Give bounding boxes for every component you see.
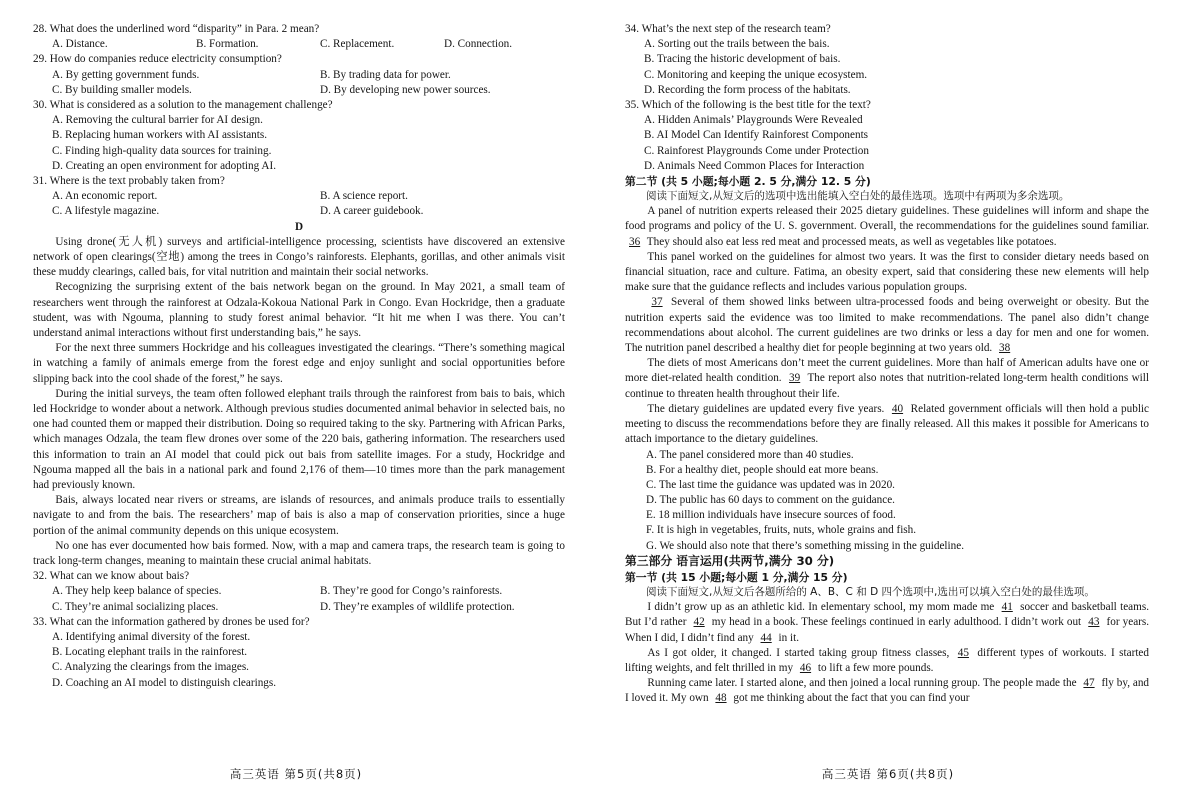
option-d: D. Connection.: [444, 38, 513, 51]
option-c: C. Replacement.: [320, 38, 395, 51]
passage-text: to lift a few more pounds.: [817, 662, 934, 674]
question-stem: 29. How do companies reduce electricity consumption?: [33, 53, 282, 66]
option-c: C. Rainforest Playgrounds Come under Protection: [644, 144, 869, 157]
passage-paragraph: [625, 204, 1149, 250]
blank-47[interactable]: 47: [1083, 677, 1095, 690]
passage-paragraph: This panel worked on the guidelines for almost two years. It was the first to consider dietary needs based on financial situation, race and culture. Fatima, an obesity expert, said that considering these new elements will help make sure that the guidance reflects and includes various population groups.: [625, 250, 1149, 294]
option-a: A. Identifying animal diversity of the forest.: [52, 630, 251, 643]
blank-39[interactable]: 39: [789, 372, 801, 385]
passage-text: A panel of nutrition experts released their 2025 dietary guidelines. These guidelines will inform and shape the food programs and policy of the U. S. government. Overall, the recommendations for the guidelines sound familiar.: [625, 205, 1149, 233]
blank-46[interactable]: 46: [799, 662, 812, 674]
question-33: [33, 615, 565, 691]
question-28: [33, 22, 565, 52]
option-c: C. Monitoring and keeping the unique ecosystem.: [644, 68, 868, 81]
question-stem: 31. Where is the text probably taken from?: [33, 174, 225, 187]
passage-text: for years. When I did, I didn’t find any: [625, 616, 1150, 644]
passage-paragraph: [625, 402, 1149, 448]
blank-45[interactable]: 45: [957, 646, 969, 659]
option-d: D. Animals Need Common Places for Interaction: [644, 159, 865, 172]
option-c: C. Analyzing the clearings from the images.: [52, 661, 249, 674]
option-a: A. Distance.: [52, 38, 108, 51]
passage-paragraph: No one has ever documented how bais formed. Now, with a map and camera traps, the research team is going to track long-term changes, meaning to maintain these crucial animal habitats.: [33, 539, 565, 567]
blank-48[interactable]: 48: [715, 692, 727, 705]
section-heading: 第一节 (共 15 小题;每小题 1 分,满分 15 分): [625, 570, 848, 584]
question-stem: 33. What can the information gathered by drones be used for?: [33, 615, 310, 628]
passage-text: The diets of most Americans don’t meet the current guidelines. More than half of American adults have one or more diet-related health condition.: [625, 357, 1149, 385]
option-b: B. A science report.: [320, 190, 408, 203]
question-stem: 35. Which of the following is the best title for the text?: [625, 98, 871, 111]
choice-g: G. We should also note that there’s something missing in the guideline.: [646, 539, 965, 552]
choice-b: B. For a healthy diet, people should eat more beans.: [646, 463, 879, 476]
passage-text: Running came later. I started alone, and then joined a local running group. The people made the: [647, 677, 1077, 690]
question-stem: 34. What’s the next step of the research team?: [625, 23, 831, 35]
option-c: C. By building smaller models.: [52, 83, 192, 96]
passage-label: D: [294, 220, 304, 233]
option-row: [33, 189, 565, 204]
option-a: A. Sorting out the trails between the bais.: [644, 38, 830, 51]
option-b: B. Formation.: [196, 38, 259, 51]
option-d: D. They’re examples of wildlife protection.: [320, 600, 515, 613]
passage-paragraph: Recognizing the surprising extent of the bais network began on the ground. In May 2021, a small team of researchers went through the rainforest at Odzala-Kokoua National Park in Congo. Evan Hockridge, then a graduate student, was with Ngouma, planning to study forest animal behavior. “It hit me when I was there. You can’t understand animal interactions without first understanding bais,” he says.: [33, 281, 565, 339]
question-30: [33, 98, 565, 174]
page-footer: 高三英语 第5页(共8页): [229, 767, 363, 781]
choice-a: A. The panel considered more than 40 studies.: [646, 448, 854, 461]
passage-text: Related government officials will then hold a public meeting to discuss the recommendations before they are finally released. All this makes it possible for Americans to attach importance to the dietary guidelines.: [625, 402, 1149, 446]
option-row: [33, 83, 565, 98]
passage-text: in it.: [778, 631, 800, 644]
option-a: A. Removing the cultural barrier for AI design.: [52, 114, 263, 127]
passage-text: The dietary guidelines are updated every five years.: [647, 402, 885, 415]
question-31: [33, 174, 565, 220]
option-b: B. AI Model Can Identify Rainforest Components: [644, 129, 869, 142]
option-a: A. Hidden Animals’ Playgrounds Were Revealed: [644, 114, 863, 127]
option-c: C. They’re animal socializing places.: [52, 600, 219, 613]
passage-paragraph: [625, 356, 1149, 402]
choice-c: C. The last time the guidance was updated was in 2020.: [646, 478, 895, 491]
choice-e: E. 18 million individuals have insecure sources of food.: [646, 509, 896, 522]
blank-43[interactable]: 43: [1088, 616, 1100, 629]
passage-text: I didn’t grow up as an athletic kid. In elementary school, my mom made me: [647, 601, 995, 614]
option-c: C. Finding high-quality data sources for training.: [52, 144, 272, 157]
section-heading: 第二节 (共 5 小题;每小题 2. 5 分,满分 12. 5 分): [625, 174, 871, 188]
page-footer: 高三英语 第6页(共8页): [821, 767, 955, 781]
option-a: A. By getting government funds.: [52, 68, 200, 81]
passage-paragraph: [625, 676, 1149, 706]
blank-37[interactable]: 37: [651, 296, 663, 309]
option-a: A. They help keep balance of species.: [52, 585, 222, 598]
option-a: A. An economic report.: [52, 190, 158, 203]
passage-paragraph: [625, 295, 1149, 356]
option-row: [33, 37, 565, 52]
passage-paragraph: Using drone(无人机) surveys and artificial-intelligence processing, scientists have discovered an extensive network of open clearings(空地) among the trees in Congo’s rainforests. Elephants, gorillas, and other animals visit these muddy clearings, called bais, for vital nutrition and maintain their social networks.: [33, 235, 565, 279]
question-35: [625, 98, 1149, 174]
passage-paragraph: [625, 600, 1149, 646]
option-b: B. Locating elephant trails in the rainforest.: [52, 646, 248, 659]
blank-36[interactable]: 36: [629, 235, 641, 248]
option-d: D. Coaching an AI model to distinguish clearings.: [52, 676, 277, 689]
blank-42[interactable]: 42: [693, 616, 705, 629]
right-page: [592, 0, 1184, 800]
blank-38[interactable]: 38: [999, 342, 1011, 355]
passage-text: As I got older, it changed. I started taking group fitness classes,: [647, 646, 950, 659]
passage-text: different types of workouts. I started lifting weights, and felt thrilled in my: [625, 646, 1149, 674]
part-heading: 第三部分 语言运用(共两节,满分 30 分): [625, 553, 835, 568]
option-d: D. By developing new power sources.: [320, 83, 491, 96]
option-d: D. A career guidebook.: [320, 205, 424, 218]
choice-f: F. It is high in vegetables, fruits, nuts, whole grains and fish.: [646, 524, 917, 537]
passage-paragraph: During the initial surveys, the team often followed elephant trails through the rainforest from bais to bais, which led Hockridge to wonder about a network. Although previous studies documented animal behavior in selected bais, no one had counted them or mapped their distribution. Doing so required taking to the sky. Partnering with African Parks, which manages Odzala, the team flew drones over some of the 220 bais, gathering information. The researchers used this information to train an AI model that could pick out bais from satellite images. For a study, Hockridge and Ngouma mapped all the bais in a national park and found 2,176 of them—10 times more than the park management had previously known.: [33, 387, 565, 491]
option-d: D. Creating an open environment for adopting AI.: [52, 159, 277, 172]
blank-41[interactable]: 41: [1001, 601, 1013, 614]
passage-text: fly by, and I loved it. My own: [625, 677, 1150, 705]
passage-text: got me thinking about the fact that you can find your: [733, 692, 970, 705]
question-stem: 28. What does the underlined word “disparity” in Para. 2 mean?: [33, 23, 320, 35]
section-instruction: 阅读下面短文,从短文后的选项中选出能填入空白处的最佳选项。选项中有两项为多余选项。: [646, 190, 1070, 203]
passage-paragraph: For the next three summers Hockridge and his colleagues investigated the clearings. “There’s something magical in watching a family of animals emerge from the forest edge and enjoy sunlight and social opportunities before slipping back into the cool shade of the forest,” he says.: [33, 342, 565, 385]
blank-44[interactable]: 44: [760, 631, 772, 644]
question-stem: 32. What can we know about bais?: [33, 570, 190, 583]
passage-paragraph: [625, 646, 1149, 676]
option-b: B. They’re good for Congo’s rainforests.: [320, 585, 503, 598]
option-row: [33, 68, 565, 83]
option-c: C. A lifestyle magazine.: [52, 205, 160, 218]
option-row: [33, 584, 565, 599]
passage-text: They should also eat less red meat and processed meats, as well as vegetables like potatoes.: [646, 235, 1057, 248]
blank-40[interactable]: 40: [891, 402, 904, 415]
choice-d: D. The public has 60 days to comment on the guidance.: [646, 494, 895, 507]
option-row: [33, 204, 565, 219]
right-page-content: [625, 22, 1149, 707]
passage-text: Several of them showed links between ultra-processed foods and being overweight or obesity. But the nutrition experts said the evidence was too limited to make recommendations. The panel also didn’t change recommendations about alcohol. The current guidelines are two drinks or less a day for men and one for women. The nutrition panel described a healthy diet for people beginning at two years old.: [625, 296, 1150, 355]
option-d: D. Recording the form process of the habitats.: [644, 83, 851, 96]
question-32: [33, 569, 565, 615]
option-b: B. Tracing the historic development of bais.: [644, 53, 841, 66]
passage-text: my head in a book. These feelings continued in early adulthood. I didn’t work out: [711, 616, 1082, 629]
passage-text: soccer and basketball teams. But I’d rather: [625, 601, 1149, 629]
choice-list: [625, 448, 1149, 554]
option-row: [33, 600, 565, 615]
section-instruction: 阅读下面短文,从短文后各题所给的 A、B、C 和 D 四个选项中,选出可以填入空白处的最佳选项。: [646, 586, 1095, 598]
passage-text: The report also notes that nutrition-related long-term health conditions will continue to threaten health throughout their life.: [625, 372, 1150, 400]
passage-paragraph: Bais, always located near rivers or streams, are islands of resources, and animals produce trails to essentially navigate to and from the bais. The researchers’ map of bais is also a map of conservation priorities, since a huge portion of the animal community depends on this unique ecosystem.: [33, 494, 565, 537]
question-29: [33, 52, 565, 98]
question-34: [625, 22, 1149, 98]
left-page-content: [33, 22, 565, 691]
question-stem: 30. What is considered as a solution to the management challenge?: [33, 98, 333, 111]
option-b: B. Replacing human workers with AI assistants.: [52, 129, 268, 142]
option-b: B. By trading data for power.: [320, 68, 451, 81]
